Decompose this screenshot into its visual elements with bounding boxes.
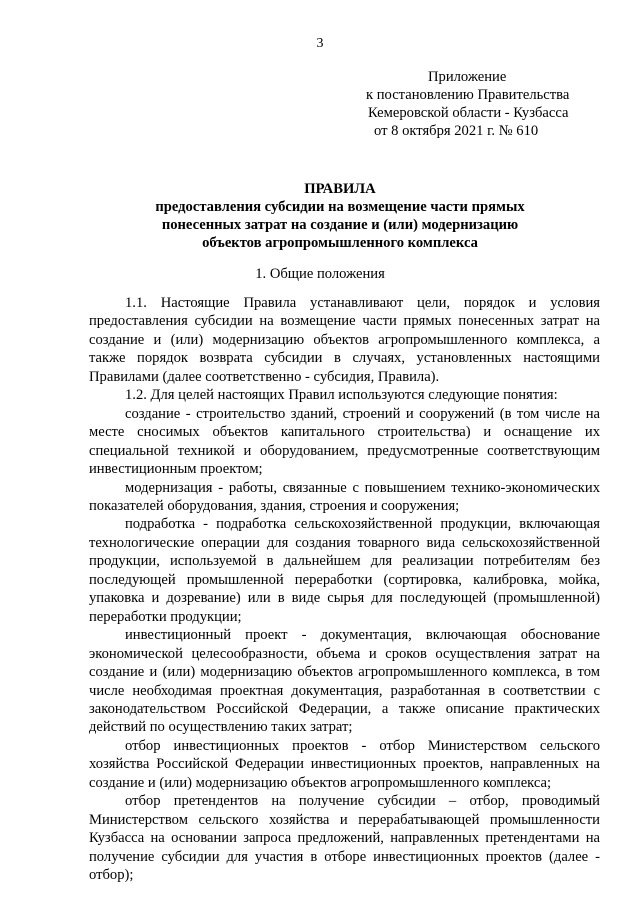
title-line-4: объектов агропромышленного комплекса [202, 235, 478, 251]
appendix-region: Кемеровской области - Кузбасса [368, 105, 569, 121]
appendix-header [360, 68, 600, 140]
document-title [60, 180, 620, 252]
appendix-label: Приложение [428, 69, 507, 85]
page-number: 3 [316, 36, 324, 51]
paragraph: модернизация - работы, связанные с повышением технико-экономических показателей оборудования, здания, строения и сооружения; [89, 479, 600, 514]
paragraph: 1.2. Для целей настоящих Правил используются следующие понятия: [125, 387, 558, 404]
appendix-date: от 8 октября 2021 г. № 610 [374, 123, 539, 139]
title-line-1: ПРАВИЛА [304, 181, 376, 197]
section-heading: 1. Общие положения [255, 266, 385, 282]
title-line-3: понесенных затрат на создание и (или) модернизацию [161, 217, 519, 233]
paragraph: отбор инвестиционных проектов - отбор Министерством сельского хозяйства Российской Федерации инвестиционных проектов, направленных на создание и (или) модернизацию объектов агропромышленного комплекса; [89, 737, 600, 791]
title-line-2: предоставления субсидии на возмещение части прямых [155, 199, 525, 215]
body-text [89, 294, 600, 885]
paragraph: создание - строительство зданий, строений и сооружений (в том числе на месте сносимых объектов капитального строительства) и оснащение их специальной техникой и оборудованием, предусмотренные соответствующим инвестиционным проектом; [89, 405, 600, 478]
paragraph: 1.1. Настоящие Правила устанавливают цели, порядок и условия предоставления субсидии на возмещение части прямых понесенных затрат на создание и (или) модернизацию объектов агропромышленного комплекса, а также порядок возврата субсидии в случаях, установленных настоящими Правилами (далее соответственно - субсидия, Правила). [89, 295, 600, 385]
appendix-decree: к постановлению Правительства [366, 87, 570, 103]
paragraph: инвестиционный проект - документация, включающая обоснование экономической целесообразности, объема и сроков осуществления затрат на создание и (или) модернизацию объектов агропромышленного комплекса, в том числе необходимая проектная документация, разработанная в соответствии с законодательством Российской Федерации, а также описание практических действий по осуществлению таких затрат; [89, 627, 600, 736]
paragraph: подработка - подработка сельскохозяйственной продукции, включающая технологические операции для создания товарного вида сельскохозяйственной продукции, используемой в дальнейшем для реализации потребителям без последующей промышленной переработки (сортировка, калибровка, мойка, упаковка и дозревание) или в виде сырья для последующей (промышленной) переработки продукции; [89, 516, 600, 625]
paragraph: отбор претендентов на получение субсидии – отбор, проводимый Министерством сельского хозяйства и перерабатывающей промышленности Кузбасса на основании запроса предложений, направленных претендентами на получение субсидии для участия в отборе инвестиционных проектов (далее - отбор); [89, 793, 600, 884]
